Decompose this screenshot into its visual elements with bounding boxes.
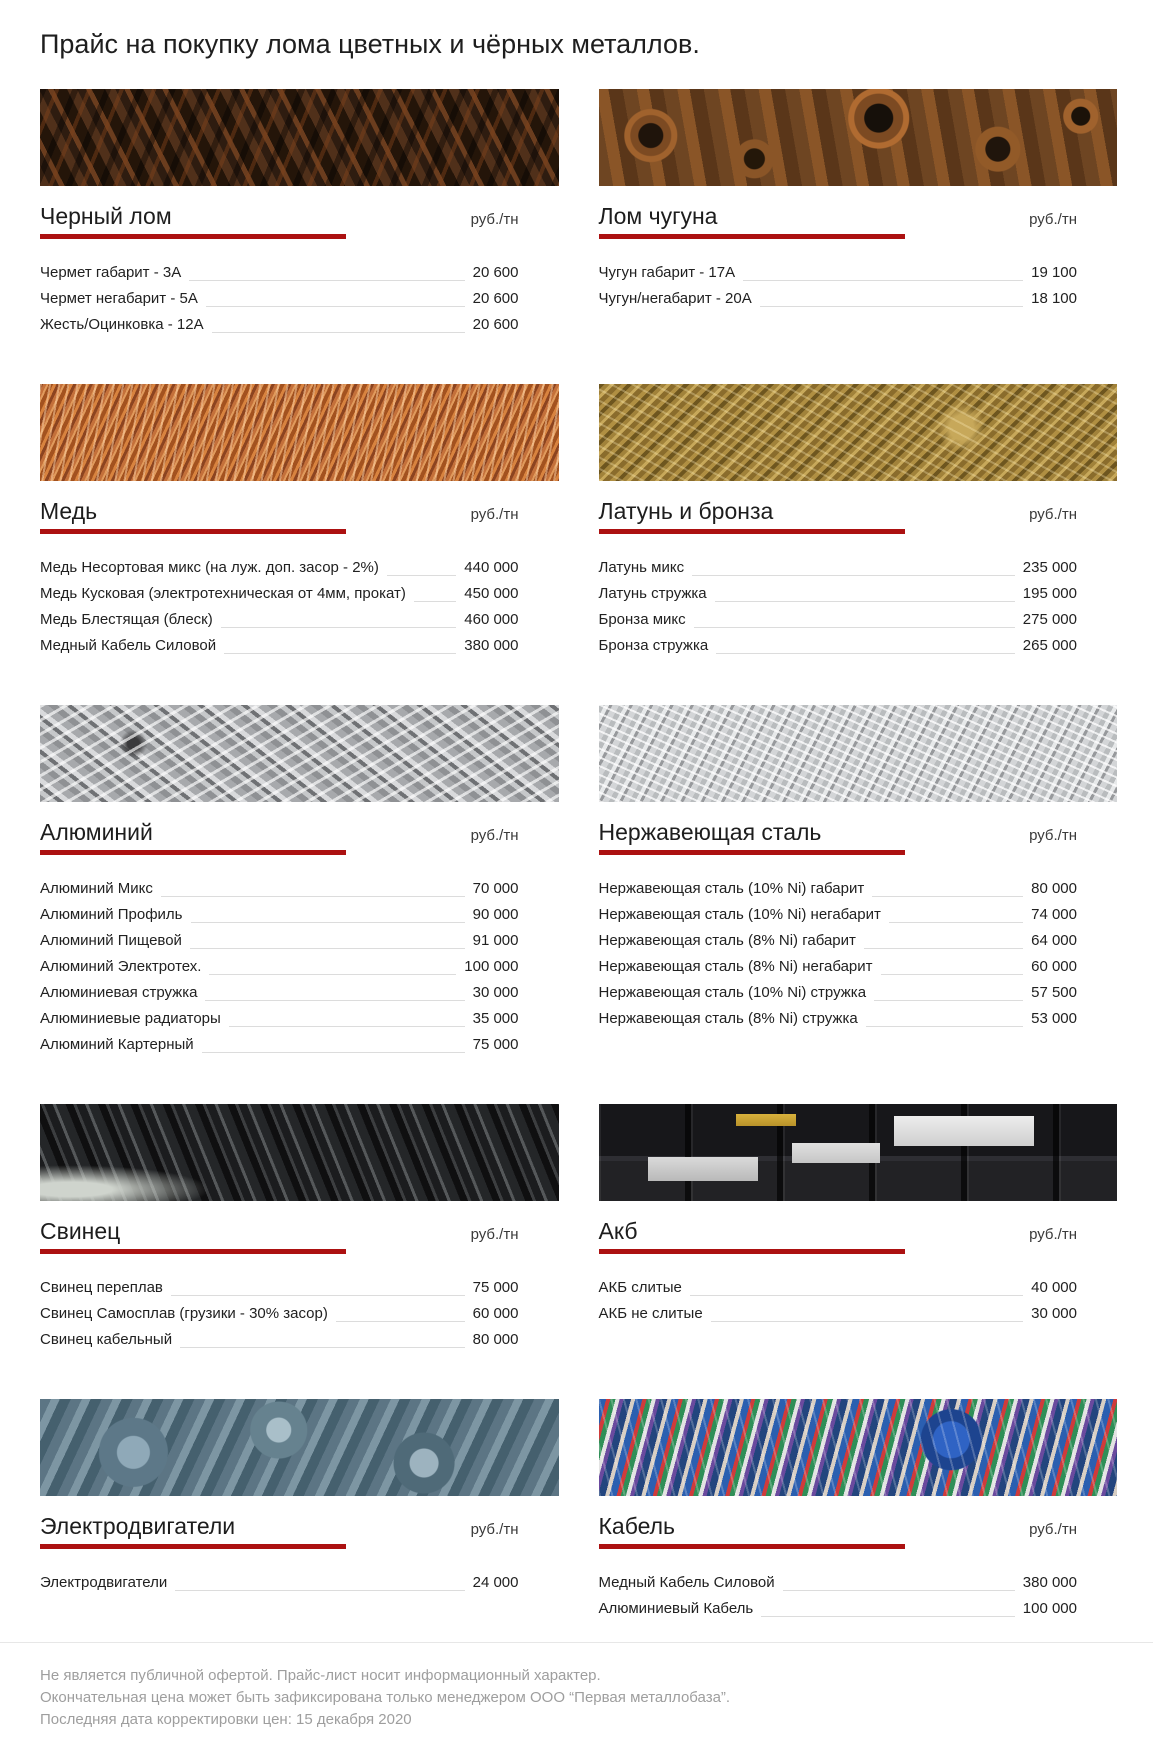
item-price: 80 000 (1031, 880, 1077, 897)
item-label: Нержавеющая сталь (10% Ni) габарит (598, 880, 865, 897)
sections-grid (40, 89, 1117, 1622)
section-batteries (599, 1104, 1118, 1327)
price-row (40, 980, 519, 1006)
price-row (40, 928, 519, 954)
section-title: Алюминий (40, 819, 153, 845)
item-label: Алюминий Электротех. (40, 958, 202, 975)
item-price: 30 000 (1031, 1305, 1077, 1322)
price-row (599, 260, 1078, 286)
item-label: Нержавеющая сталь (8% Ni) негабарит (598, 958, 873, 975)
section-electric-motors (40, 1399, 559, 1596)
leader-line (212, 332, 465, 333)
price-row (40, 607, 519, 633)
red-underline (599, 1544, 905, 1549)
item-price: 60 000 (472, 1305, 519, 1322)
price-row (40, 1327, 519, 1353)
item-price: 450 000 (464, 585, 519, 602)
leader-line (205, 1000, 464, 1001)
leader-line (692, 575, 1015, 576)
red-underline (40, 529, 346, 534)
section-title: Кабель (598, 1513, 676, 1539)
unit-label: руб./тн (470, 211, 519, 228)
item-label: Медный Кабель Силовой (40, 637, 217, 654)
unit-label: руб./тн (470, 827, 519, 844)
red-underline (599, 1249, 905, 1254)
disclaimer-line-1: Не является публичной офертой. Прайс-лист носит информационный характер. (40, 1667, 601, 1684)
price-row (599, 1596, 1078, 1622)
item-price: 440 000 (464, 559, 519, 576)
price-row (599, 633, 1078, 659)
leader-line (761, 1616, 1015, 1617)
item-label: Латунь микс (598, 559, 685, 576)
section-title: Латунь и бронза (598, 498, 774, 524)
item-label: Нержавеющая сталь (10% Ni) стружка (598, 984, 867, 1001)
price-rows (40, 260, 559, 338)
leader-line (715, 601, 1015, 602)
item-price: 100 000 (464, 958, 519, 975)
red-underline (599, 850, 905, 855)
price-rows (599, 1275, 1118, 1327)
leader-line (889, 922, 1023, 923)
unit-label: руб./тн (470, 1521, 519, 1538)
section-title: Акб (598, 1218, 638, 1244)
leader-line (336, 1321, 465, 1322)
item-price: 19 100 (1031, 264, 1077, 281)
price-row (599, 555, 1078, 581)
item-label: Бронза стружка (598, 637, 709, 654)
section-header (40, 817, 559, 847)
leader-line (864, 948, 1023, 949)
item-label: АКБ слитые (598, 1279, 682, 1296)
item-label: Алюминиевый Кабель (598, 1600, 754, 1617)
item-label: Медный Кабель Силовой (598, 1574, 775, 1591)
price-rows (40, 1570, 559, 1596)
item-label: Алюминиевые радиаторы (40, 1010, 221, 1027)
item-price: 20 600 (472, 290, 519, 307)
unit-label: руб./тн (1029, 1226, 1077, 1243)
item-label: Чугун/негабарит - 20А (598, 290, 752, 307)
battery-photo (599, 1104, 1118, 1201)
price-row (599, 286, 1078, 312)
red-underline (599, 234, 905, 239)
section-title: Лом чугуна (598, 203, 718, 229)
item-price: 60 000 (1031, 958, 1077, 975)
item-price: 30 000 (472, 984, 519, 1001)
item-label: Свинец кабельный (40, 1331, 173, 1348)
section-header (599, 496, 1118, 526)
electric-motors-photo (40, 1399, 559, 1496)
section-stainless-steel (599, 705, 1118, 1032)
section-cable (599, 1399, 1118, 1622)
item-label: Чермет негабарит - 5А (40, 290, 198, 307)
item-label: Алюминий Микс (40, 880, 153, 897)
price-row (599, 1301, 1078, 1327)
item-label: Свинец Самосплав (грузики - 30% засор) (40, 1305, 328, 1322)
section-header (40, 1216, 559, 1246)
unit-label: руб./тн (1029, 1521, 1077, 1538)
item-label: Электродвигатели (40, 1574, 168, 1591)
item-price: 40 000 (1031, 1279, 1077, 1296)
price-row (40, 902, 519, 928)
section-header (40, 201, 559, 231)
black-scrap-photo (40, 89, 559, 186)
section-title: Медь (40, 498, 98, 524)
unit-label: руб./тн (1029, 211, 1077, 228)
item-price: 195 000 (1022, 585, 1077, 602)
unit-label: руб./тн (1029, 506, 1077, 523)
price-row (40, 312, 519, 338)
price-rows (599, 260, 1118, 312)
leader-line (229, 1026, 465, 1027)
leader-line (387, 575, 456, 576)
price-rows (40, 1275, 559, 1353)
price-row (599, 1570, 1078, 1596)
lead-photo (40, 1104, 559, 1201)
item-label: Алюминий Пищевой (40, 932, 182, 949)
item-label: Бронза микс (598, 611, 686, 628)
price-row (40, 954, 519, 980)
item-price: 74 000 (1031, 906, 1077, 923)
leader-line (191, 922, 465, 923)
cable-photo (599, 1399, 1118, 1496)
section-header (40, 496, 559, 526)
price-row (599, 876, 1078, 902)
unit-label: руб./тн (470, 506, 519, 523)
red-underline (599, 529, 905, 534)
item-price: 57 500 (1031, 984, 1077, 1001)
item-label: Медь Блестящая (блеск) (40, 611, 213, 628)
item-price: 20 600 (472, 316, 519, 333)
item-price: 380 000 (464, 637, 519, 654)
item-price: 380 000 (1022, 1574, 1077, 1591)
red-underline (40, 234, 346, 239)
price-row (40, 260, 519, 286)
section-header (599, 1511, 1118, 1541)
price-row (40, 633, 519, 659)
item-label: Алюминий Картерный (40, 1036, 194, 1053)
leader-line (175, 1590, 464, 1591)
price-rows (599, 555, 1118, 659)
price-row (40, 286, 519, 312)
price-row (599, 980, 1078, 1006)
page-title: Прайс на покупку лома цветных и чёрных металлов. (40, 29, 700, 59)
item-price: 75 000 (472, 1036, 519, 1053)
leader-line (872, 896, 1023, 897)
leader-line (224, 653, 456, 654)
copper-photo (40, 384, 559, 481)
item-price: 100 000 (1022, 1600, 1077, 1617)
section-title: Свинец (40, 1218, 121, 1244)
stainless-steel-photo (599, 705, 1118, 802)
item-price: 70 000 (472, 880, 519, 897)
leader-line (716, 653, 1015, 654)
leader-line (180, 1347, 465, 1348)
price-row (40, 581, 519, 607)
unit-label: руб./тн (1029, 827, 1077, 844)
section-aluminum (40, 705, 559, 1058)
leader-line (711, 1321, 1023, 1322)
leader-line (206, 306, 465, 307)
leader-line (866, 1026, 1023, 1027)
item-price: 20 600 (472, 264, 519, 281)
price-row (40, 555, 519, 581)
section-header (599, 1216, 1118, 1246)
price-row (599, 928, 1078, 954)
leader-line (414, 601, 456, 602)
price-row (599, 1275, 1078, 1301)
red-underline (40, 850, 346, 855)
section-black-scrap (40, 89, 559, 338)
section-title: Электродвигатели (40, 1513, 236, 1539)
price-rows (599, 1570, 1118, 1622)
item-price: 91 000 (472, 932, 519, 949)
price-row (599, 607, 1078, 633)
item-label: Алюминий Профиль (40, 906, 183, 923)
item-price: 275 000 (1022, 611, 1077, 628)
section-header (599, 201, 1118, 231)
section-cast-iron (599, 89, 1118, 312)
section-lead (40, 1104, 559, 1353)
price-rows (40, 876, 559, 1058)
section-header (40, 1511, 559, 1541)
item-label: Нержавеющая сталь (8% Ni) стружка (598, 1010, 858, 1027)
disclaimer-line-3: Последняя дата корректировки цен: 15 декабря 2020 (40, 1711, 412, 1728)
leader-line (161, 896, 465, 897)
item-label: Нержавеющая сталь (8% Ni) габарит (598, 932, 856, 949)
cast-iron-photo (599, 89, 1118, 186)
item-label: Медь Кусковая (электротехническая от 4мм, прокат) (40, 585, 406, 602)
price-row (40, 1032, 519, 1058)
aluminum-photo (40, 705, 559, 802)
price-rows (40, 555, 559, 659)
price-rows (599, 876, 1118, 1032)
leader-line (209, 974, 456, 975)
price-row (599, 954, 1078, 980)
leader-line (760, 306, 1023, 307)
section-title: Нержавеющая сталь (598, 819, 822, 845)
section-title: Черный лом (40, 203, 172, 229)
leader-line (202, 1052, 465, 1053)
item-price: 80 000 (472, 1331, 519, 1348)
item-label: Чугун габарит - 17А (598, 264, 736, 281)
disclaimer-line-2: Окончательная цена может быть зафиксирована только менеджером ООО “Первая металлобаза”. (40, 1689, 731, 1706)
brass-bronze-photo (599, 384, 1118, 481)
price-row (40, 1301, 519, 1327)
leader-line (694, 627, 1015, 628)
price-row (599, 581, 1078, 607)
price-row (599, 902, 1078, 928)
item-price: 35 000 (472, 1010, 519, 1027)
item-label: Чермет габарит - 3А (40, 264, 182, 281)
item-price: 265 000 (1022, 637, 1077, 654)
unit-label: руб./тн (470, 1226, 519, 1243)
section-header (599, 817, 1118, 847)
red-underline (40, 1544, 346, 1549)
leader-line (190, 948, 465, 949)
leader-line (783, 1590, 1015, 1591)
disclaimer-footer (0, 1642, 1153, 1757)
section-copper (40, 384, 559, 659)
price-row (40, 1006, 519, 1032)
item-label: Алюминиевая стружка (40, 984, 198, 1001)
item-price: 460 000 (464, 611, 519, 628)
item-price: 90 000 (472, 906, 519, 923)
item-price: 24 000 (472, 1574, 519, 1591)
leader-line (743, 280, 1023, 281)
section-brass-bronze (599, 384, 1118, 659)
item-label: АКБ не слитые (598, 1305, 703, 1322)
item-label: Нержавеющая сталь (10% Ni) негабарит (598, 906, 881, 923)
item-price: 64 000 (1031, 932, 1077, 949)
price-row (599, 1006, 1078, 1032)
leader-line (881, 974, 1024, 975)
item-label: Жесть/Оцинковка - 12А (40, 316, 204, 333)
leader-line (189, 280, 464, 281)
item-price: 18 100 (1031, 290, 1077, 307)
leader-line (171, 1295, 465, 1296)
item-label: Медь Несортовая микс (на луж. доп. засор - 2%) (40, 559, 379, 576)
leader-line (221, 627, 457, 628)
leader-line (690, 1295, 1023, 1296)
item-price: 75 000 (472, 1279, 519, 1296)
price-row (40, 876, 519, 902)
price-row (40, 1570, 519, 1596)
item-label: Латунь стружка (598, 585, 707, 602)
item-price: 235 000 (1022, 559, 1077, 576)
red-underline (40, 1249, 346, 1254)
item-label: Свинец переплав (40, 1279, 163, 1296)
item-price: 53 000 (1031, 1010, 1077, 1027)
leader-line (874, 1000, 1023, 1001)
price-row (40, 1275, 519, 1301)
